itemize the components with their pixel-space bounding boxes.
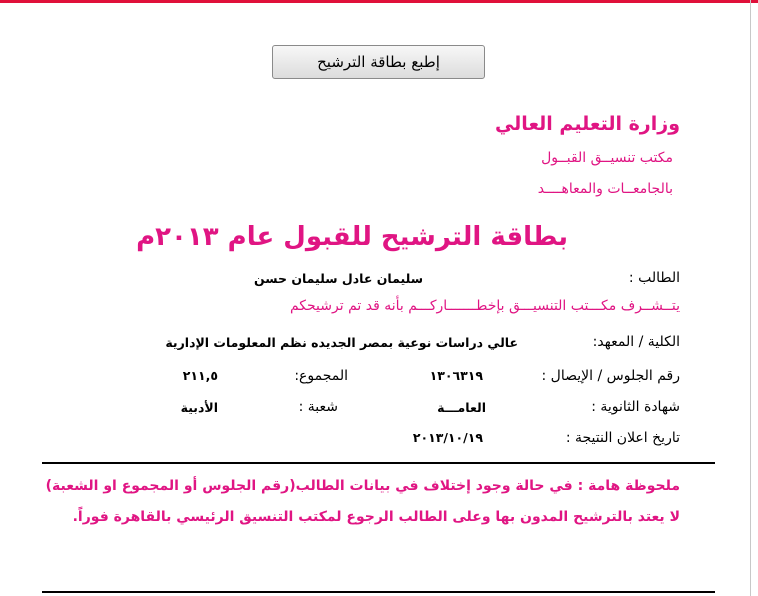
card-title: بطاقة الترشيح للقبول عام ٢٠١٣م	[136, 222, 568, 252]
branch-label: شعبة :	[298, 399, 338, 415]
institute-label: الكلية / المعهد:	[592, 334, 680, 350]
divider-top	[42, 462, 715, 464]
result-date-label: تاريخ اعلان النتيجة :	[565, 430, 680, 446]
divider-bottom	[42, 591, 715, 593]
total-label: المجموع:	[294, 368, 348, 384]
seat-number-value: ١٣٠٦٣١٩	[429, 368, 483, 383]
student-label: الطالب :	[628, 270, 680, 286]
seat-number-label: رقم الجلوس / الإيصال :	[541, 368, 680, 384]
print-card-button[interactable]: إطبع بطاقة الترشيح	[272, 45, 485, 79]
result-date-value: ٢٠١٣/١٠/١٩	[412, 430, 483, 445]
institute-value: عالي دراسات نوعية بمصر الجديده نظم المعلومات الإدارية	[165, 335, 518, 350]
certificate-value: العامـــة	[437, 400, 486, 415]
note-line-2: لا يعتد بالترشيح المدون بها وعلى الطالب الرجوع لمكتب التنسيق الرئيسي بالقاهرة فوراً.	[72, 509, 680, 525]
honor-line: يتــشــرف مكـــتب التنسيـــق بإخطـــــــاركـــم بأنه قد تم ترشيحكم	[289, 298, 680, 314]
student-name: سليمان عادل سليمان حسن	[253, 271, 423, 286]
top-accent-bar	[0, 0, 758, 3]
ministry-heading: وزارة التعليم العالي	[494, 113, 680, 135]
note-line-1: ملحوظة هامة : في حالة وجود إختلاف في بيانات الطالب(رقم الجلوس أو المجموع او الشعبة)	[45, 478, 680, 494]
certificate-label: شهادة الثانوية :	[591, 399, 680, 415]
office-line-2: بالجامعــات والمعاهــــد	[537, 181, 673, 197]
total-value: ٢١١,٥	[182, 368, 218, 383]
office-line-1: مكتب تنسيــق القبــول	[541, 150, 673, 166]
branch-value: الأدبية	[180, 400, 218, 415]
right-border	[750, 0, 751, 596]
